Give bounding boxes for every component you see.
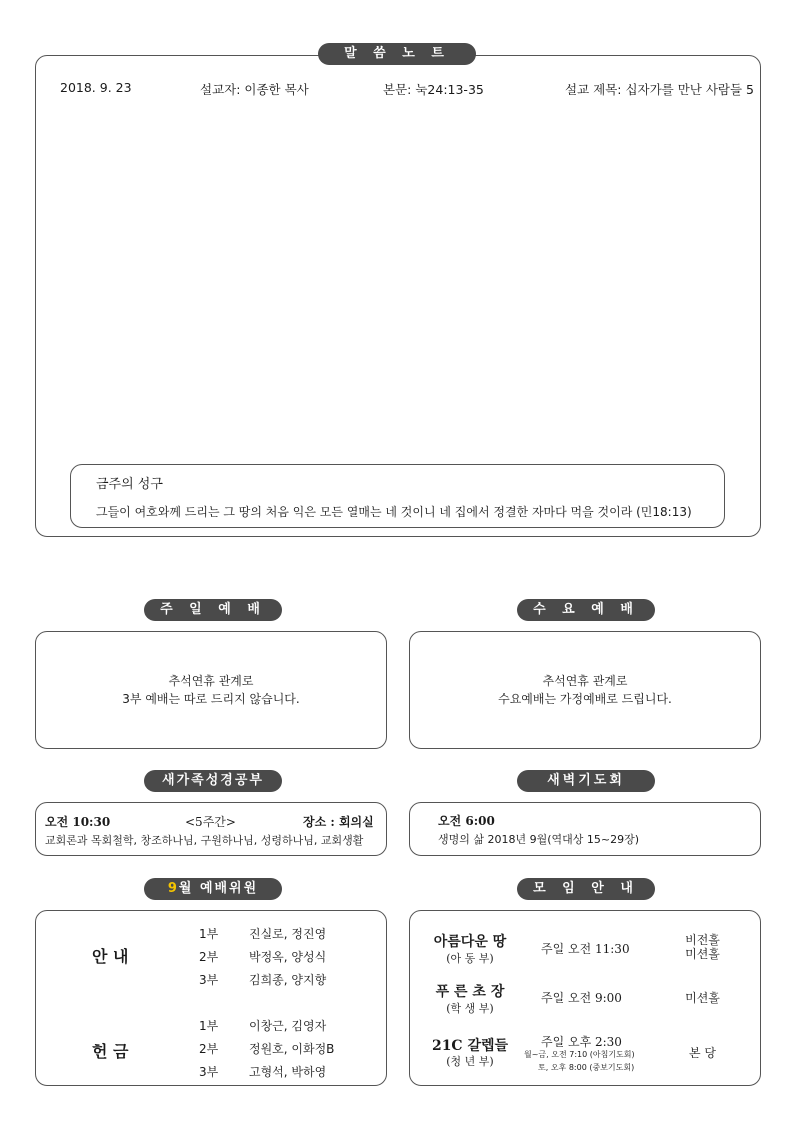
- offering-names-3: 고형석, 박하영: [249, 1065, 327, 1079]
- sermon-date: 2018. 9. 23: [60, 80, 132, 95]
- family-study-time: 오전 10:30: [45, 815, 111, 829]
- wednesday-worship-line2: 수요예배는 가정예배로 드립니다.: [498, 692, 672, 706]
- sermon-scripture: 본문: 눅24:13-35: [383, 82, 484, 97]
- meetings-title: 모 임 안 내: [517, 878, 655, 900]
- meeting-3-time2: 월~금, 오전 7:10 (아침기도회): [524, 1050, 635, 1059]
- committee-title: [144, 878, 282, 900]
- meeting-3-name: 21C 갈렙들: [431, 1038, 509, 1054]
- offering-names-1: 이창근, 김영자: [249, 1019, 327, 1033]
- usher-part-3: 3부: [199, 973, 219, 987]
- meeting-3-time3: 토, 오후 8:00 (중보기도회): [538, 1063, 635, 1072]
- meeting-1-place1: 비전홀: [685, 933, 720, 947]
- offering-label: 헌 금: [92, 1042, 129, 1061]
- dawn-prayer-time: 오전 6:00: [438, 814, 495, 828]
- usher-part-1: 1부: [199, 927, 219, 941]
- family-study-weeks: <5주간>: [185, 815, 236, 829]
- meeting-1-name: 아름다운 땅: [433, 934, 507, 950]
- sunday-worship-line1: 추석연휴 관계로: [168, 674, 254, 688]
- offering-part-1: 1부: [199, 1019, 219, 1033]
- family-study-place: 장소 : 회의실: [303, 815, 374, 829]
- committee-title-month: 9: [167, 881, 179, 896]
- committee-title-rest: 월 예배위원: [178, 881, 259, 896]
- usher-names-1: 진실로, 정진영: [249, 927, 327, 941]
- meeting-1-place2: 미션홀: [685, 947, 720, 961]
- dawn-prayer-text: 생명의 삶 2018년 9월(역대상 15~29장): [438, 833, 640, 846]
- meeting-1-sub: (아 동 부): [446, 952, 494, 965]
- family-study-topics: 교회론과 목회철학, 창조하나님, 구원하나님, 성령하나님, 교회생활: [45, 834, 364, 847]
- offering-names-2: 정원호, 이화정B: [249, 1042, 335, 1056]
- family-study-title: 새가족성경공부: [144, 770, 282, 792]
- meeting-3-place1: 본 당: [689, 1046, 716, 1060]
- verse-text: 그들이 여호와께 드리는 그 땅의 처음 익은 모든 열매는 네 것이니 네 집에서 정결한 자마다 먹을 것이라 (민18:13): [96, 505, 692, 519]
- sermon-note-title: 말 씀 노 트: [318, 43, 476, 65]
- meeting-2-name: 푸 른 초 장: [435, 984, 505, 1000]
- meeting-1-time: 주일 오전 11:30: [541, 942, 630, 956]
- dawn-prayer-box: [409, 802, 761, 856]
- offering-part-3: 3부: [199, 1065, 219, 1079]
- sermon-title: 설교 제목: 십자가를 만난 사람들 5: [565, 82, 755, 97]
- sunday-worship-title: 주 일 예 배: [144, 599, 282, 621]
- wednesday-worship-title: 수 요 예 배: [517, 599, 655, 621]
- meeting-2-sub: (학 생 부): [446, 1002, 494, 1015]
- usher-names-2: 박정옥, 양성식: [249, 950, 327, 964]
- wednesday-worship-line1: 추석연휴 관계로: [542, 674, 628, 688]
- meeting-3-sub: (청 년 부): [446, 1055, 494, 1068]
- verse-heading: 금주의 성구: [96, 477, 163, 492]
- meeting-2-time: 주일 오전 9:00: [541, 991, 622, 1005]
- meeting-2-place1: 미션홀: [685, 991, 720, 1005]
- sermon-preacher: 설교자: 이종한 목사: [200, 82, 309, 97]
- usher-names-3: 김희종, 양지향: [249, 973, 327, 987]
- offering-part-2: 2부: [199, 1042, 219, 1056]
- meeting-3-time: 주일 오후 2:30: [541, 1035, 622, 1049]
- usher-label: 안 내: [92, 947, 129, 966]
- usher-part-2: 2부: [199, 950, 219, 964]
- dawn-prayer-title: 새벽기도회: [517, 770, 655, 792]
- sunday-worship-line2: 3부 예배는 따로 드리지 않습니다.: [122, 692, 300, 706]
